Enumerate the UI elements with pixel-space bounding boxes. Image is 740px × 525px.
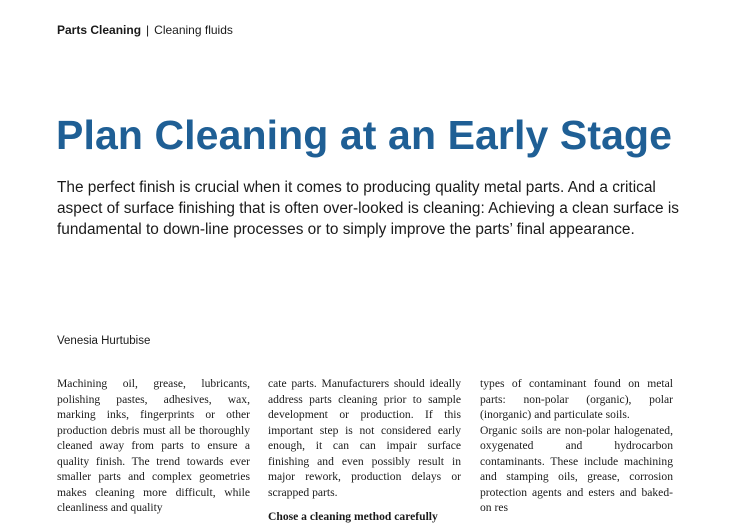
body-paragraph: Machining oil, grease, lubricants, polishing pastes, adhesives, wax, marking inks, fingerprints or other production debris must all be thoroughly cleaned away from parts to ensure a quality finish. The trend towards ever smaller parts and complex geometries makes cleaning more difficult, while cleanliness and quality (57, 377, 250, 514)
breadcrumb (57, 22, 233, 38)
breadcrumb-topic: Cleaning fluids (154, 23, 233, 37)
body-column-2 (268, 376, 461, 525)
article-author: Venesia Hurtubise (57, 335, 151, 347)
body-paragraph: Organic soils are non-polar halogenated, oxygenated and hydrocarbon contaminants. These include machining and stamping oils, grease, corrosion protection agents and esters and baked-on res (480, 423, 673, 514)
body-column-1 (57, 376, 250, 516)
body-paragraph: types of contaminant found on metal parts: non-polar (organic), polar (inorganic) and particulate soils. (480, 377, 673, 421)
body-paragraph: cate parts. Manufacturers should ideally address parts cleaning prior to sample development or production. If this important step is not considered early enough, it can can impair surface finishing and even possibly result in major rework, production delays or scrapped parts. (268, 377, 461, 499)
body-column-3 (480, 376, 673, 516)
article-lead: The perfect finish is crucial when it comes to producing quality metal parts. And a critical aspect of surface finishing that is often over-looked is cleaning: Achieving a clean surface is fundamental to down-line processes or to simply improve the parts’ final appearance. (57, 179, 679, 238)
breadcrumb-section: Parts Cleaning (57, 23, 142, 37)
section-subheading: Chose a cleaning method carefully (268, 510, 438, 523)
breadcrumb-separator: | (146, 23, 150, 37)
article-title: Plan Cleaning at an Early Stage (56, 112, 673, 158)
